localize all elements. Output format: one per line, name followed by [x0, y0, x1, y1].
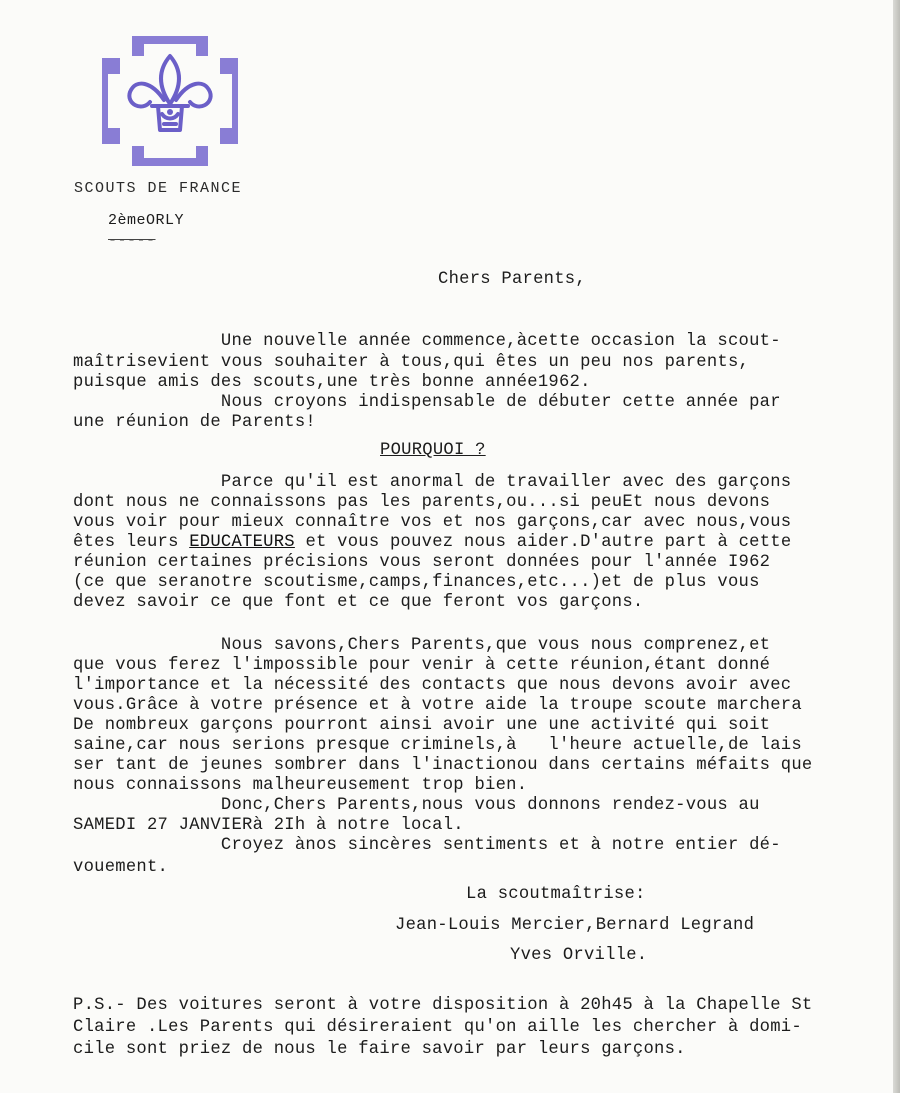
body-line: maîtrisevient vous souhaiter à tous,qui êtes un peu nos parents,	[73, 353, 750, 372]
body-text: et vous pouvez nous aider.D'autre part à cette	[294, 533, 792, 552]
body-line	[73, 533, 791, 553]
unit-name: 2èmeORLY	[108, 212, 185, 229]
organization-name: SCOUTS DE FRANCE	[74, 180, 243, 197]
body-line: Croyez ànos sincères sentiments et à notre entier dé-	[73, 836, 781, 855]
body-line: l'importance et la nécessité des contacts que nous devons avoir avec	[73, 676, 792, 695]
section-heading: POURQUOI ?	[380, 441, 486, 460]
body-line: ser tant de jeunes sombrer dans l'inactionou dans certains méfaits que	[73, 756, 813, 775]
body-line: Nous croyons indispensable de débuter cette année par	[73, 393, 781, 412]
body-line: nous connaissons malheureusement trop bien.	[73, 776, 528, 795]
salutation: Chers Parents,	[438, 270, 586, 289]
postscript-line: cile sont priez de nous le faire savoir par leurs garçons.	[73, 1040, 686, 1059]
body-line: vous voir pour mieux connaître vos et nos garçons,car avec nous,vous	[73, 513, 792, 532]
body-line: Une nouvelle année commence,àcette occasion la scout-	[73, 332, 781, 351]
postscript-line: Claire .Les Parents qui désireraient qu'on aille les chercher à domi-	[73, 1018, 802, 1037]
body-line: puisque amis des scouts,une très bonne année1962.	[73, 373, 591, 392]
body-line: vous.Grâce à votre présence et à votre aide la troupe scoute marchera	[73, 696, 802, 715]
body-line: Nous savons,Chers Parents,que vous nous comprenez,et	[73, 636, 771, 655]
body-line: une réunion de Parents!	[73, 413, 316, 432]
signatories: Yves Orville.	[510, 946, 648, 965]
unit-strikethrough: -----	[108, 232, 156, 249]
fleur-de-lis-cross-stamp	[100, 34, 240, 168]
body-line: vouement.	[73, 858, 169, 877]
body-line: dont nous ne connaissons pas les parents,ou...si peuEt nous devons	[73, 493, 771, 512]
body-line: SAMEDI 27 JANVIERà 2Ih à notre local.	[73, 816, 464, 835]
body-line: Donc,Chers Parents,nous vous donnons rendez-vous au	[73, 796, 760, 815]
body-line: De nombreux garçons pourront ainsi avoir une une activité qui soit	[73, 716, 771, 735]
body-line: (ce que seranotre scoutisme,camps,finances,etc...)et de plus vous	[73, 573, 760, 592]
emphasized-word: EDUCATEURS	[189, 533, 295, 552]
page-edge-shadow	[893, 0, 900, 1093]
body-line: saine,car nous serions presque criminels,à l'heure actuelle,de lais	[73, 736, 802, 755]
body-line: Parce qu'il est anormal de travailler avec des garçons	[73, 473, 792, 492]
body-line: réunion certaines précisions vous seront données pour l'année I962	[73, 553, 771, 572]
signatories: Jean-Louis Mercier,Bernard Legrand	[395, 916, 755, 935]
body-line: que vous ferez l'impossible pour venir à cette réunion,étant donné	[73, 656, 771, 675]
signature-intro: La scoutmaîtrise:	[466, 885, 646, 904]
body-text: êtes leurs	[73, 533, 190, 552]
postscript-line: P.S.- Des voitures seront à votre disposition à 20h45 à la Chapelle St	[73, 996, 813, 1015]
body-line: devez savoir ce que font et ce que feront vos garçons.	[73, 593, 644, 612]
